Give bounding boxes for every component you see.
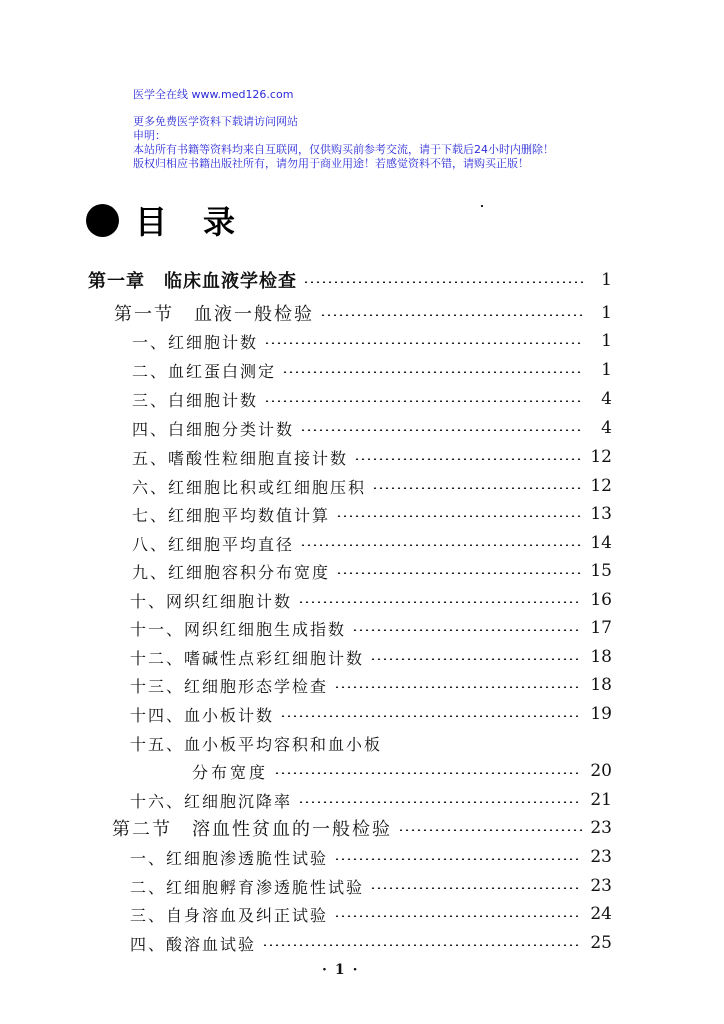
toc-entry-page: 23 — [590, 818, 612, 838]
dot-leader — [320, 314, 584, 316]
toc-entry-label: 二、血红蛋白测定 — [132, 361, 277, 381]
toc-entry-label: 第一章 临床血液学检查 — [88, 271, 297, 292]
toc-entry-page: 19 — [590, 704, 612, 724]
dot-leader — [370, 887, 582, 889]
dot-leader — [398, 829, 582, 831]
toc-entry-label: 三、白细胞计数 — [132, 390, 259, 410]
toc-entry-page: 18 — [590, 675, 612, 695]
toc-entry-page: 14 — [590, 533, 612, 553]
toc-entry-page: 12 — [590, 447, 612, 467]
toc-entry-section-1[interactable] — [114, 299, 612, 327]
toc-heading-word-2: 录 — [203, 203, 236, 241]
toc-entry[interactable] — [130, 643, 612, 671]
toc-entry-label: 七、红细胞平均数值计算 — [132, 505, 331, 525]
toc-entry-page: 21 — [590, 790, 612, 810]
dot-leader — [303, 281, 584, 283]
dot-leader — [298, 601, 582, 603]
toc-entry[interactable] — [130, 729, 612, 757]
dot-leader — [334, 858, 582, 860]
dot-leader — [264, 400, 584, 402]
declaration-label: 申明： — [133, 129, 166, 142]
toc-entry-page: 15 — [590, 561, 612, 581]
toc-entry-chapter-1[interactable] — [88, 266, 612, 294]
dot-leader — [298, 801, 582, 803]
toc-entry-page: 1 — [601, 303, 612, 323]
toc-entry-section-2[interactable] — [112, 814, 612, 842]
toc-entry-label: 十三、红细胞形态学检查 — [130, 676, 329, 696]
toc-entry-page: 1 — [601, 360, 612, 380]
toc-entry[interactable] — [132, 500, 612, 528]
toc-entry[interactable] — [130, 700, 612, 728]
toc-entry-page: 13 — [590, 504, 612, 524]
toc-entry-label: 四、酸溶血试验 — [130, 934, 257, 954]
dot-leader — [264, 342, 584, 344]
toc-entry-label: 十二、嗜碱性点彩红细胞计数 — [130, 648, 365, 668]
toc-entry[interactable] — [132, 529, 612, 557]
toc-entry-label: 分布宽度 — [192, 762, 269, 782]
toc-entry-label: 十六、红细胞沉降率 — [130, 791, 293, 811]
dot-leader — [336, 572, 582, 574]
toc-entry[interactable] — [130, 929, 612, 957]
dot-leader — [282, 371, 584, 373]
toc-entry[interactable] — [130, 900, 612, 928]
toc-entry-page: 4 — [601, 418, 612, 438]
more-resources-text: 更多免费医学资料下载请访问网站 — [133, 115, 298, 128]
dot-leader — [334, 686, 582, 688]
dot-leader — [336, 515, 582, 517]
dot-leader — [354, 458, 582, 460]
toc-entry-label: 六、红细胞比积或红细胞压积 — [132, 477, 367, 497]
scan-speck — [481, 205, 483, 207]
toc-entry[interactable] — [132, 356, 612, 384]
toc-entry[interactable] — [130, 786, 612, 814]
toc-entry-page: 20 — [590, 761, 612, 781]
page-number: ·1· — [322, 962, 366, 978]
declaration-line-2: 版权归相应书籍出版社所有，请勿用于商业用途！若感觉资料不错，请购买正版！ — [133, 157, 529, 170]
declaration-line-1: 本站所有书籍等资料均来自互联网，仅供购买前参考交流，请于下载后24小时内删除！ — [133, 143, 554, 156]
toc-heading-word-1: 目 — [135, 203, 168, 241]
toc-entry[interactable] — [132, 385, 612, 413]
toc-entry[interactable] — [132, 414, 612, 442]
dot-leader — [274, 772, 582, 774]
site-link[interactable]: 医学全在线 www.med126.com — [133, 88, 294, 101]
dot-leader — [352, 629, 582, 631]
toc-entry-label: 三、自身溶血及纠正试验 — [130, 905, 329, 925]
dot-leader — [300, 544, 582, 546]
toc-entry-label: 十、网织红细胞计数 — [130, 591, 293, 611]
download-notice — [133, 88, 554, 171]
toc-entry-page: 24 — [590, 904, 612, 924]
toc-entry[interactable] — [130, 843, 612, 871]
toc-entry-page: 12 — [590, 476, 612, 496]
dot-leader — [262, 944, 582, 946]
toc-entry-label: 八、红细胞平均直径 — [132, 534, 295, 554]
bullet-icon — [86, 204, 119, 237]
toc-entry-label: 五、嗜酸性粒细胞直接计数 — [132, 448, 349, 468]
toc-entry[interactable] — [132, 557, 612, 585]
toc-heading — [86, 198, 235, 242]
dot-leader — [280, 715, 582, 717]
toc-entry-label: 第一节 血液一般检验 — [114, 304, 314, 325]
dot-leader — [372, 487, 582, 489]
toc-entry[interactable] — [130, 586, 612, 614]
toc-entry-label: 九、红细胞容积分布宽度 — [132, 562, 331, 582]
toc-entry[interactable] — [130, 671, 612, 699]
toc-entry[interactable] — [132, 327, 612, 355]
toc-entry-label: 二、红细胞孵育渗透脆性试验 — [130, 877, 365, 897]
toc-entry-page: 23 — [590, 847, 612, 867]
toc-entry-page: 16 — [590, 590, 612, 610]
toc-entry[interactable] — [130, 872, 612, 900]
toc-entry-label: 一、红细胞计数 — [132, 332, 259, 352]
toc-entry-label: 第二节 溶血性贫血的一般检验 — [112, 819, 392, 840]
toc-entry-page: 1 — [601, 270, 612, 290]
toc-entry-label: 十五、血小板平均容积和血小板 — [130, 734, 383, 754]
toc-entry[interactable] — [130, 614, 612, 642]
toc-entry-continuation[interactable] — [192, 757, 612, 785]
toc-entry-page: 18 — [590, 647, 612, 667]
dot-leader — [334, 915, 582, 917]
toc-entry[interactable] — [132, 443, 612, 471]
toc-entry-label: 四、白细胞分类计数 — [132, 419, 295, 439]
dot-leader — [370, 658, 582, 660]
toc-entry-label: 十四、血小板计数 — [130, 705, 275, 725]
toc-entry-page: 25 — [590, 933, 612, 953]
toc-entry-label: 一、红细胞渗透脆性试验 — [130, 848, 329, 868]
toc-entry[interactable] — [132, 472, 612, 500]
toc-entry-page: 17 — [590, 618, 612, 638]
toc-entry-page: 1 — [601, 331, 612, 351]
toc-entry-label: 十一、网织红细胞生成指数 — [130, 619, 347, 639]
dot-leader — [300, 429, 584, 431]
toc-entry-page: 4 — [601, 389, 612, 409]
toc-entry-page: 23 — [590, 876, 612, 896]
